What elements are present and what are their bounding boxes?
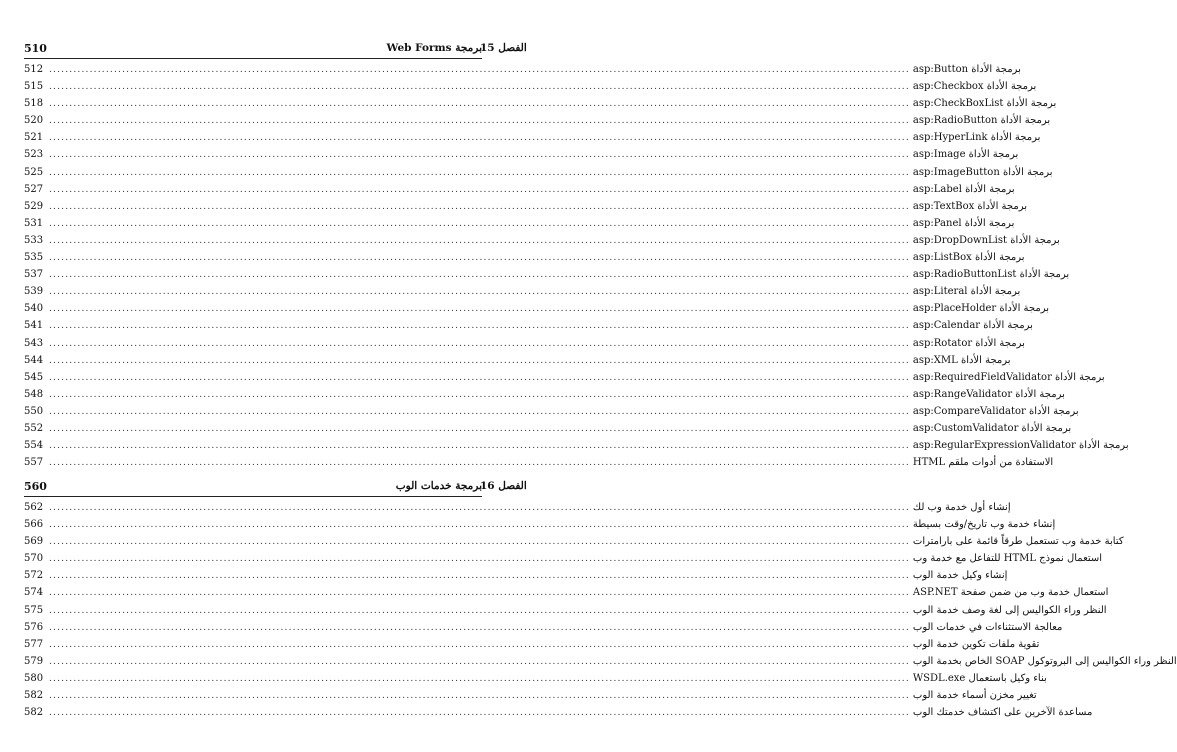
entry-title: برمجة الأداة asp:DropDownList	[912, 234, 1060, 246]
entry-page-number: 557	[24, 457, 44, 469]
entry-title: برمجة الأداة asp:Rotator	[912, 337, 1025, 349]
entry-page-number: 566	[24, 519, 44, 531]
entry-page-number: 535	[24, 252, 44, 264]
toc-entry[interactable]	[24, 78, 1037, 95]
chapter-label: الفصل 15	[480, 42, 527, 54]
entry-title: برمجة الأداة asp:RegularExpressionValidator	[912, 440, 1129, 452]
dot-leader	[49, 267, 910, 284]
entry-title: برمجة الأداة asp:Label	[912, 183, 1015, 195]
toc-entry[interactable]	[24, 335, 1025, 352]
entry-page-number: 543	[24, 337, 44, 349]
entry-title: برمجة الأداة asp:RadioButton	[912, 115, 1051, 127]
toc-entry[interactable]	[24, 619, 1063, 636]
toc-entry[interactable]	[24, 499, 1011, 516]
toc-entry[interactable]	[24, 352, 1011, 369]
toc-entry[interactable]	[24, 516, 1056, 533]
entry-page-number: 562	[24, 502, 44, 513]
entry-title: برمجة الأداة asp:Panel	[912, 217, 1015, 229]
entry-title: برمجة الأداة asp:RequiredFieldValidator	[912, 371, 1105, 383]
entry-page-number: 552	[24, 422, 44, 434]
toc-entry[interactable]	[24, 567, 1008, 584]
entry-page-number: 525	[24, 166, 44, 178]
entry-page-number: 531	[24, 217, 44, 229]
chapter-16	[24, 478, 1177, 721]
entry-title: النظر وراء الكواليس إلى لغة وصف خدمة الوب	[912, 604, 1107, 616]
dot-leader	[49, 637, 910, 654]
entry-page-number: 537	[24, 269, 44, 281]
entry-title: معالجة الاستثناءات في خدمات الوب	[912, 621, 1063, 633]
dot-leader	[49, 603, 910, 620]
entry-title: برمجة الأداة asp:Checkbox	[912, 81, 1037, 93]
dot-leader	[49, 551, 910, 568]
dot-leader	[49, 62, 910, 79]
entry-page-number: 545	[24, 371, 44, 383]
dot-leader	[49, 438, 910, 455]
toc-entry[interactable]	[24, 403, 1079, 420]
entry-page-number: 518	[24, 98, 44, 110]
dot-leader	[49, 421, 910, 438]
chapter-title: برمجة خدمات الوب	[395, 480, 482, 492]
entry-title: برمجة الأداة asp:CompareValidator	[912, 405, 1079, 417]
dot-leader	[49, 233, 910, 250]
entry-page-number: 574	[24, 587, 44, 599]
toc-entry[interactable]	[24, 420, 1072, 437]
toc-entry[interactable]	[24, 249, 1025, 266]
entry-title: برمجة الأداة asp:XML	[912, 354, 1011, 366]
entry-title: استعمال خدمة وب من ضمن صفحة ASP.NET	[912, 587, 1109, 599]
entry-page-number: 533	[24, 234, 44, 246]
entry-page-number: 572	[24, 570, 44, 582]
entry-page-number: 582	[24, 690, 44, 702]
chapter-header	[24, 40, 527, 58]
entry-page-number: 515	[24, 81, 44, 93]
entry-title: بناء وكيل باستعمال WSDL.exe	[912, 672, 1047, 684]
entry-page-number: 548	[24, 388, 44, 400]
entry-page-number: 580	[24, 672, 44, 684]
dot-leader	[49, 585, 910, 602]
entry-title: مساعدة الآخرين على اكتشاف خدمتك الوب	[912, 707, 1093, 719]
dot-leader	[49, 250, 910, 267]
entry-title: برمجة الأداة asp:TextBox	[912, 200, 1028, 212]
entry-title: استعمال نموذج HTML للتفاعل مع خدمة وب	[912, 553, 1103, 565]
entry-page-number: 575	[24, 604, 44, 616]
dot-leader	[49, 370, 910, 387]
chapter-page: 560	[24, 480, 47, 493]
entry-title: برمجة الأداة asp:CustomValidator	[912, 422, 1072, 434]
dot-leader	[49, 165, 910, 182]
dot-leader	[49, 284, 910, 301]
entry-page-number: 541	[24, 320, 44, 332]
entry-title: تقوية ملفات تكوين خدمة الوب	[912, 638, 1040, 650]
header-rule	[24, 58, 482, 59]
dot-leader	[49, 96, 910, 113]
entry-title: الاستفادة من أدوات ملقم HTML	[912, 457, 1054, 469]
toc-entry[interactable]	[24, 670, 1047, 687]
entry-title: برمجة الأداة asp:Button	[912, 64, 1021, 75]
entry-page-number: 520	[24, 115, 44, 127]
toc-entry[interactable]	[24, 232, 1060, 249]
dot-leader	[49, 79, 910, 96]
toc-entry[interactable]	[24, 533, 1124, 550]
entry-title: برمجة الأداة asp:PlaceHolder	[912, 303, 1050, 315]
dot-leader	[49, 147, 910, 164]
toc-entry[interactable]	[24, 653, 1177, 670]
dot-leader	[49, 353, 910, 370]
entry-title: إنشاء خدمة وب تاريخ/وقت بسيطة	[912, 519, 1056, 531]
dot-leader	[49, 705, 910, 722]
dot-leader	[49, 500, 910, 517]
dot-leader	[49, 404, 910, 421]
entry-page-number: 579	[24, 655, 44, 667]
dot-leader	[49, 620, 910, 637]
dot-leader	[49, 517, 910, 534]
toc-entry[interactable]	[24, 550, 1103, 567]
dot-leader	[49, 568, 910, 585]
entry-title: برمجة الأداة asp:ListBox	[912, 252, 1025, 264]
entry-page-number: 529	[24, 200, 44, 212]
dot-leader	[49, 387, 910, 404]
dot-leader	[49, 336, 910, 353]
entry-page-number: 539	[24, 286, 44, 298]
entry-title: برمجة الأداة asp:RangeValidator	[912, 388, 1065, 400]
entry-page-number: 550	[24, 405, 44, 417]
toc-entry[interactable]	[24, 386, 1065, 403]
toc-entry[interactable]	[24, 129, 1041, 146]
dot-leader	[49, 688, 910, 705]
toc-entry[interactable]	[24, 112, 1051, 129]
entry-title: إنشاء أول خدمة وب لك	[912, 502, 1011, 513]
entry-page-number: 527	[24, 183, 44, 195]
dot-leader	[49, 534, 910, 551]
toc-entry[interactable]	[24, 704, 1093, 721]
entry-title: برمجة الأداة asp:RadioButtonList	[912, 269, 1070, 281]
toc-entry[interactable]	[24, 283, 1021, 300]
entry-title: برمجة الأداة asp:HyperLink	[912, 132, 1041, 144]
toc-entry[interactable]	[24, 437, 1129, 454]
entry-page-number: 521	[24, 132, 44, 144]
entry-page-number: 577	[24, 638, 44, 650]
dot-leader	[49, 301, 910, 318]
chapter-header	[24, 478, 527, 496]
toc-entry[interactable]	[24, 164, 1053, 181]
entry-page-number: 569	[24, 536, 44, 548]
entry-page-number: 582	[24, 707, 44, 719]
entry-title: برمجة الأداة asp:Literal	[912, 286, 1021, 298]
dot-leader	[49, 318, 910, 335]
toc-entry[interactable]	[24, 454, 1054, 471]
dot-leader	[49, 130, 910, 147]
toc-entry[interactable]	[24, 266, 1070, 283]
entry-page-number: 544	[24, 354, 44, 366]
entry-title: برمجة الأداة asp:Calendar	[912, 320, 1033, 332]
toc-entry[interactable]	[24, 687, 1037, 704]
toc-entry[interactable]	[24, 181, 1015, 198]
dot-leader	[49, 113, 910, 130]
toc-entry[interactable]	[24, 317, 1033, 334]
entry-page-number: 523	[24, 149, 44, 161]
header-rule	[24, 496, 482, 497]
toc-entry[interactable]	[24, 146, 1019, 163]
chapter-label: الفصل 16	[480, 480, 527, 492]
entry-title: النظر وراء الكواليس إلى البروتوكول SOAP الخاص بخدمة الوب	[912, 655, 1177, 667]
toc-entry[interactable]	[24, 369, 1105, 386]
toc-entry[interactable]	[24, 584, 1109, 601]
entry-title: إنشاء وكيل خدمة الوب	[912, 570, 1008, 582]
toc-entry[interactable]	[24, 95, 1057, 112]
toc-entry[interactable]	[24, 198, 1028, 215]
toc-entry[interactable]	[24, 61, 1021, 78]
chapter-page: 510	[24, 42, 47, 55]
dot-leader	[49, 671, 910, 688]
dot-leader	[49, 199, 910, 216]
entry-page-number: 554	[24, 440, 44, 452]
toc-entry[interactable]	[24, 636, 1040, 653]
entry-page-number: 540	[24, 303, 44, 315]
entry-page-number: 576	[24, 621, 44, 633]
entry-title: برمجة الأداة asp:CheckBoxList	[912, 98, 1057, 110]
entry-page-number: 570	[24, 553, 44, 565]
entry-title: تغيير مخزن أسماء خدمة الوب	[912, 690, 1037, 702]
chapter-title: برمجة Web Forms	[386, 42, 482, 54]
toc-entry[interactable]	[24, 602, 1107, 619]
entry-title: كتابة خدمة وب تستعمل طرقاً قائمة على بارامترات	[912, 536, 1124, 548]
entry-title: برمجة الأداة asp:ImageButton	[912, 166, 1053, 178]
dot-leader	[49, 216, 910, 233]
dot-leader	[49, 455, 910, 472]
chapter-15	[24, 40, 1129, 471]
toc-entry[interactable]	[24, 215, 1015, 232]
dot-leader	[49, 654, 910, 671]
dot-leader	[49, 182, 910, 199]
toc-entry[interactable]	[24, 300, 1050, 317]
entry-title: برمجة الأداة asp:Image	[912, 149, 1019, 161]
entry-page-number: 512	[24, 64, 44, 75]
